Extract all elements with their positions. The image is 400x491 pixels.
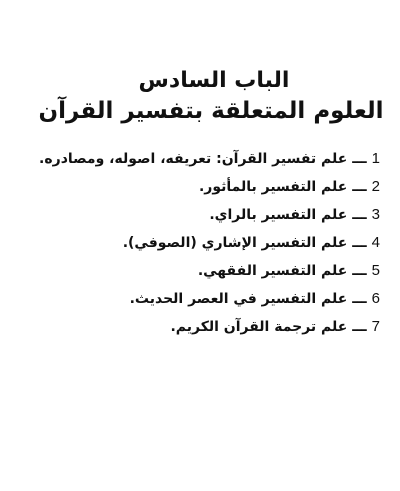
list-item-number: 2 [371,178,380,195]
list-item-dash: ـــ [352,263,367,279]
list-item-text: علم ترجمة القرآن الكريم. [170,319,348,335]
list-item-dash: ـــ [352,179,367,195]
chapter-title: الباب السادس [138,68,290,93]
topics-list [40,150,380,346]
list-item-dash: ـــ [352,319,367,335]
list-item-dash: ـــ [352,291,367,307]
list-item [40,150,380,178]
list-item-number: 4 [371,234,380,251]
list-item-text: علم التفسير الفقهي. [197,263,348,279]
list-item-dash: ـــ [352,235,367,251]
list-item-text: علم التفسير بالمأثور. [198,179,348,195]
list-item-text: علم تفسير القرآن: تعريفه، اصوله، ومصادره. [39,151,348,167]
list-item-number: 7 [371,318,380,335]
list-item [40,178,380,206]
list-item-number: 5 [371,262,380,279]
list-item-number: 3 [371,206,380,223]
list-item-dash: ـــ [352,207,367,223]
list-item [40,206,380,234]
list-item [40,290,380,318]
list-item [40,234,380,262]
chapter-subtitle: العلوم المتعلقة بتفسير القرآن [38,98,384,124]
list-item [40,262,380,290]
list-item-text: علم التفسير الإشاري (الصوفي). [122,235,348,251]
list-item-text: علم التفسير بالراي. [209,207,348,223]
list-item [40,318,380,346]
list-item-number: 1 [371,150,380,167]
list-item-dash: ـــ [352,151,367,167]
list-item-text: علم التفسير في العصر الحديث. [129,291,348,307]
list-item-number: 6 [371,290,380,307]
